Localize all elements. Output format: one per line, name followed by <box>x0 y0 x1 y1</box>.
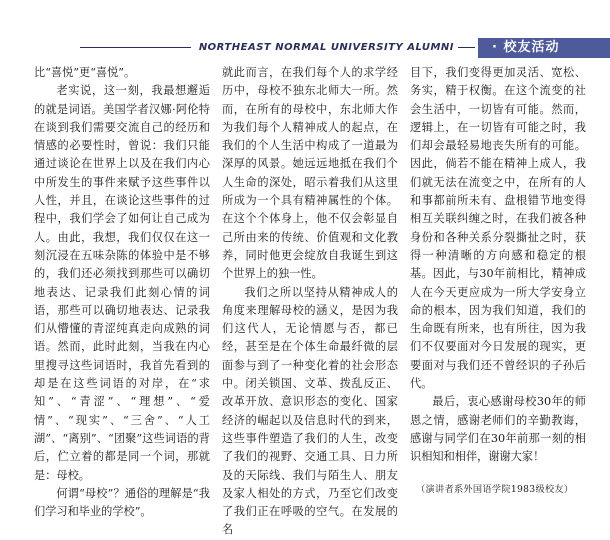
paragraph: 比“喜悦”更“喜悦”。 <box>34 66 136 79</box>
paragraph: 目下，我们变得更加灵活、宽松、务实，精于权衡。在这个流变的社会生活中，一切皆有可能。然而，逻辑上，在一切皆有可能之时，我们却会最轻易地丧失所有的可能。因此，倘若不能在精神上成人，我们就无法在流变之中，在所有的人和事都前所未有、盘根错节地变得相互关联纠缠之时，在我们被各种身份和各种关系分裂撕扯之时，获得一种清晰的方向感和稳定的根基。因此，与30年前相比，精神成人在今天更应成为一所大学安身立命的根本，因为我们知道，我们的生命既有所来，也有所往，因为我们不仅要面对今日发展的现实，更要面对与我们还不曾经识的子孙后代。 <box>410 66 586 391</box>
journal-title: NORTHEAST NORMAL UNIVERSITY ALUMNI <box>191 38 458 58</box>
paragraph: 何谓“母校”？通俗的理解是“我们学习和毕业的学校”。 <box>34 486 210 519</box>
paragraph: 我们之所以坚持从精神成人的角度来理解母校的涵义，是因为我们这代人，无论情愿与否，都已经，甚至是在个体生命最纤微的层面参与到了一种变化着的社会形态中。闭关锁国、文革、拨乱反正、改革开放、意识形态的变化、国家经济的崛起以及信息时代的到来，这些事件塑造了我们的人生，改变了我们的视野、交通工具、日力所及的天际线、我们与陌生人、朋友及家人相处的方式，乃至它们改变了我们正在呼吸的空气。在发展的名 <box>222 285 398 537</box>
article-body <box>34 64 586 537</box>
paragraph: 就此而言，在我们每个人的求学经历中，母校不独东北师大一所。然而，在所有的母校中，东北师大作为我们每个人精神成人的起点，在我们的个人生活中构成了一道最为深厚的风景。她远远地抵在我们个人生命的深处，昭示着我们从这里所成为一个具有精神属性的个体。在这个个体身上，他不仅会彰显自己所由来的传统、价值观和文化教养，同时他更会绽放自我诞生到这个世界上的独一性。 <box>222 66 398 281</box>
text-column-3 <box>410 64 586 499</box>
text-column-2 <box>222 64 398 540</box>
paragraph: 老实说，这一刻，我最想邂逅的就是词语。美国学者汉娜·阿伦特在谈到我们需要交流自己的经历和情感的必要性时，曾说：我们只能通过谈论在世界上以及在我们内心中所发生的事件来赋予这些事件以人性，并且，在谈论这些事件的过程中，我们学会了如何让自己成为人。由此，我想，我们仅仅在这一刻沉浸在五味杂陈的体验中是不够的，我们还必须找到那些可以确切地表达、记录我们此刻心情的词语，那些可以确切地表达、记录我们从懵懂的青涩纯真走向成熟的词语。然而，此时此刻，当我在内心里搜寻这些词语时，我首先看到的却是在这些词语的对岸，在“求知”、“青涩”、“理想”、“爱情”、“现实”、“三舍”、“人工湖”、“离别”、“团聚”这些词语的背后，伫立着的都是同一个词，那就是：母校。 <box>34 84 210 482</box>
section-tab: · 校友活动 <box>478 38 610 58</box>
text-column-1 <box>34 64 210 521</box>
paragraph: 最后，衷心感谢母校30年的师恩之情，感谢老师们的辛勤教诲，感谢与同学们在30年前那一刻的相识相知和相伴，谢谢大家！ <box>410 395 586 464</box>
section-header <box>0 38 610 58</box>
speaker-credit: （演讲者系外国语学院1983级校友） <box>416 483 574 495</box>
